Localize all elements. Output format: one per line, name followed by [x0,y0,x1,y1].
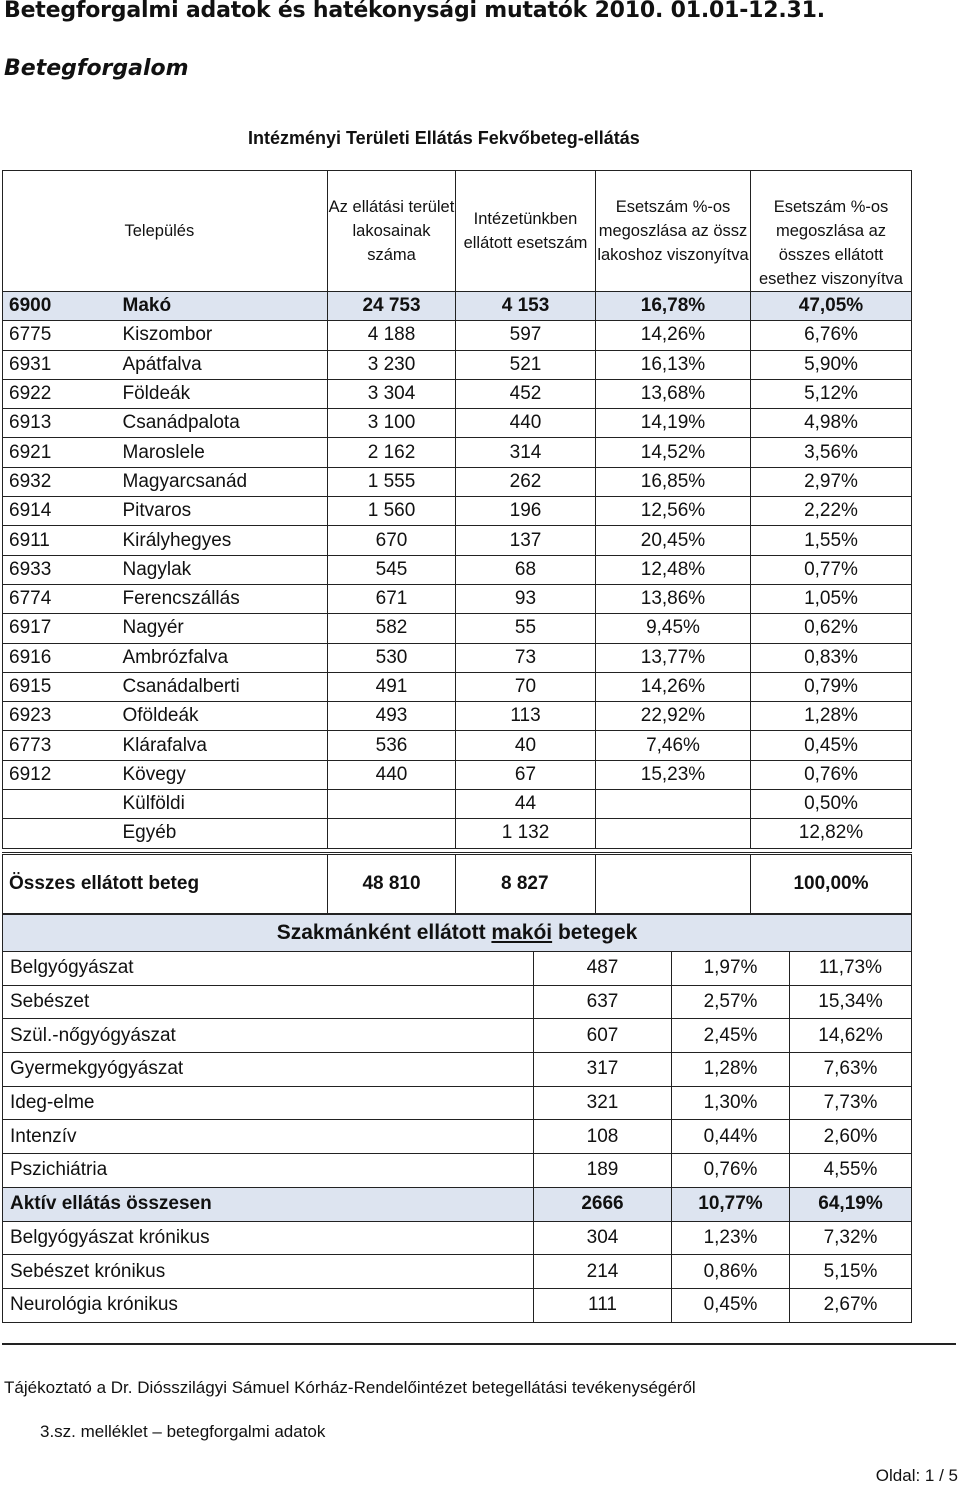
settlement-name: Ferencszállás [115,584,328,613]
case-count: 93 [456,584,596,613]
specialty-pct-1: 0,86% [672,1255,790,1289]
pct-population: 16,78% [596,292,751,321]
settlement-code: 6774 [3,584,115,613]
settlement-code: 6900 [3,292,115,321]
population: 671 [328,584,456,613]
case-count: 440 [456,409,596,438]
pct-population: 15,23% [596,760,751,789]
pct-population: 13,68% [596,379,751,408]
population: 3 304 [328,379,456,408]
settlement-name: Pitvaros [115,497,328,526]
pct-all: 5,90% [751,350,912,379]
settlement-name: Egyéb [115,819,328,848]
total-pop: 48 810 [328,854,456,914]
specialty-pct-2: 5,15% [790,1255,912,1289]
case-count: 196 [456,497,596,526]
table-row [3,1154,912,1188]
pct-all: 2,97% [751,467,912,496]
settlement-code: 6912 [3,760,115,789]
case-count: 67 [456,760,596,789]
table-row [3,702,912,731]
settlement-name: Csanádalberti [115,672,328,701]
pct-all: 12,82% [751,819,912,848]
footer-divider [2,1343,956,1345]
pct-population: 16,85% [596,467,751,496]
table-row [3,292,912,321]
table-row [3,952,912,986]
table-row [3,555,912,584]
specialty-count: 487 [534,952,672,986]
settlement-name: Csanádpalota [115,409,328,438]
case-count: 40 [456,731,596,760]
pct-all: 0,76% [751,760,912,789]
pct-all: 0,50% [751,790,912,819]
settlement-table [2,170,912,849]
specialty-pct-1: 0,45% [672,1288,790,1322]
specialty-pct-1: 1,97% [672,952,790,986]
case-count: 521 [456,350,596,379]
settlement-name: Kiszombor [115,321,328,350]
specialty-pct-2: 7,73% [790,1086,912,1120]
pct-population: 16,13% [596,350,751,379]
pct-all: 6,76% [751,321,912,350]
settlement-name: Klárafalva [115,731,328,760]
case-count: 70 [456,672,596,701]
settlement-name: Ambrózfalva [115,643,328,672]
specialty-count: 317 [534,1053,672,1087]
specialty-pct-1: 10,77% [672,1187,790,1221]
population: 24 753 [328,292,456,321]
table-row [3,467,912,496]
population: 536 [328,731,456,760]
case-count: 55 [456,614,596,643]
population: 1 560 [328,497,456,526]
case-count: 4 153 [456,292,596,321]
footer-description: Tájékoztató a Dr. Diósszilágyi Sámuel Kórház-Rendelőintézet betegellátási tevékenységéről [4,1378,696,1397]
table-row [3,614,912,643]
specialty-pct-2: 2,60% [790,1120,912,1154]
pct-population: 22,92% [596,702,751,731]
settlement-name: Nagyér [115,614,328,643]
section-title: Betegforgalom [4,56,189,81]
table-row [3,1019,912,1053]
settlement-code: 6931 [3,350,115,379]
specialty-count: 637 [534,985,672,1019]
specialty-pct-1: 1,30% [672,1086,790,1120]
page-number: Oldal: 1 / 5 [875,1466,958,1485]
specialty-pct-1: 0,76% [672,1154,790,1188]
total-pct: 100,00% [751,854,912,914]
pct-all: 1,05% [751,584,912,613]
pct-population: 13,86% [596,584,751,613]
case-count: 314 [456,438,596,467]
heading-part: Szakmánként ellátott [276,921,492,944]
specialty-pct-1: 0,44% [672,1120,790,1154]
specialty-pct-2: 4,55% [790,1154,912,1188]
settlement-code: 6911 [3,526,115,555]
table-row [3,985,912,1019]
specialty-table [2,914,912,1323]
settlement-code: 6913 [3,409,115,438]
population: 491 [328,672,456,701]
specialty-pct-2: 11,73% [790,952,912,986]
total-cases: 8 827 [456,854,596,914]
settlement-code: 6922 [3,379,115,408]
case-count: 262 [456,467,596,496]
pct-population: 12,56% [596,497,751,526]
specialty-name: Belgyógyászat krónikus [3,1221,534,1255]
settlement-name: Királyhegyes [115,526,328,555]
pct-all: 1,28% [751,702,912,731]
specialty-count: 214 [534,1255,672,1289]
population: 3 100 [328,409,456,438]
specialty-count: 108 [534,1120,672,1154]
specialty-pct-2: 15,34% [790,985,912,1019]
specialty-name: Belgyógyászat [3,952,534,986]
population: 3 230 [328,350,456,379]
specialty-heading [3,915,912,952]
population: 670 [328,526,456,555]
pct-population [596,790,751,819]
settlement-name: Nagylak [115,555,328,584]
settlement-name: Földeák [115,379,328,408]
settlement-code: 6923 [3,702,115,731]
settlement-code: 6933 [3,555,115,584]
settlement-name: Apátfalva [115,350,328,379]
settlement-code: 6917 [3,614,115,643]
population: 440 [328,760,456,789]
pct-population [596,819,751,848]
table-row [3,731,912,760]
header-lakosok: Az ellátási terület lakosainak száma [328,171,456,292]
population: 545 [328,555,456,584]
settlement-code [3,819,115,848]
specialty-count: 321 [534,1086,672,1120]
table-row [3,526,912,555]
case-count: 44 [456,790,596,819]
table-row [3,350,912,379]
specialty-heading-row [3,915,912,952]
pct-all: 0,77% [751,555,912,584]
pct-all: 47,05% [751,292,912,321]
table-row [3,1053,912,1087]
case-count: 137 [456,526,596,555]
pct-all: 0,79% [751,672,912,701]
case-count: 113 [456,702,596,731]
specialty-pct-2: 64,19% [790,1187,912,1221]
pct-all: 5,12% [751,379,912,408]
table-row [3,1255,912,1289]
population: 582 [328,614,456,643]
specialty-name: Gyermekgyógyászat [3,1053,534,1087]
pct-all: 0,83% [751,643,912,672]
pct-population: 12,48% [596,555,751,584]
specialty-name: Szül.-nőgyógyászat [3,1019,534,1053]
pct-all: 1,55% [751,526,912,555]
table-row [3,819,912,848]
total-table [2,852,912,914]
table-row [3,672,912,701]
settlement-name: Külföldi [115,790,328,819]
pct-population: 7,46% [596,731,751,760]
settlement-code: 6916 [3,643,115,672]
settlement-code: 6932 [3,467,115,496]
case-count: 452 [456,379,596,408]
header-pct-osszes: Esetszám %-os megoszlása az összes ellátott esethez viszonyítva [751,171,912,292]
population [328,819,456,848]
table-row [3,1187,912,1221]
case-count: 68 [456,555,596,584]
heading-underlined: makói [491,921,553,944]
population: 4 188 [328,321,456,350]
table-row [3,438,912,467]
settlement-name: Oföldeák [115,702,328,731]
specialty-pct-2: 7,63% [790,1053,912,1087]
specialty-name: Neurológia krónikus [3,1288,534,1322]
table-row [3,1288,912,1322]
table-header-row [3,171,912,292]
specialty-pct-2: 7,32% [790,1221,912,1255]
case-count: 597 [456,321,596,350]
document-title: Betegforgalmi adatok és hatékonysági mutatók 2010. 01.01-12.31. [4,0,825,23]
specialty-pct-2: 2,67% [790,1288,912,1322]
pct-all: 3,56% [751,438,912,467]
settlement-code: 6915 [3,672,115,701]
pct-population: 14,26% [596,672,751,701]
specialty-count: 111 [534,1288,672,1322]
population [328,790,456,819]
specialty-pct-1: 2,45% [672,1019,790,1053]
pct-all: 4,98% [751,409,912,438]
header-pct-lakos: Esetszám %-os megoszlása az össz lakoshoz viszonyítva [596,171,751,292]
pct-all: 0,45% [751,731,912,760]
pct-all: 2,22% [751,497,912,526]
case-count: 73 [456,643,596,672]
total-label: Összes ellátott beteg [3,854,328,914]
pct-all: 0,62% [751,614,912,643]
settlement-code: 6773 [3,731,115,760]
case-count: 1 132 [456,819,596,848]
pct-population: 13,77% [596,643,751,672]
table-row [3,760,912,789]
settlement-name: Kövegy [115,760,328,789]
specialty-name: Sebészet [3,985,534,1019]
heading-part: betegek [552,921,638,944]
table-row [3,379,912,408]
table1-heading: Intézményi Területi Ellátás Fekvőbeteg-ellátás [248,128,640,148]
settlement-code: 6914 [3,497,115,526]
specialty-count: 189 [534,1154,672,1188]
pct-population: 14,52% [596,438,751,467]
header-esetszam: Intézetünkben ellátott esetszám [456,171,596,292]
specialty-count: 304 [534,1221,672,1255]
specialty-pct-2: 14,62% [790,1019,912,1053]
population: 2 162 [328,438,456,467]
pct-population: 20,45% [596,526,751,555]
table-row [3,584,912,613]
pct-population: 9,45% [596,614,751,643]
population: 530 [328,643,456,672]
specialty-pct-1: 2,57% [672,985,790,1019]
settlement-name: Makó [115,292,328,321]
specialty-pct-1: 1,28% [672,1053,790,1087]
settlement-name: Magyarcsanád [115,467,328,496]
specialty-name: Ideg-elme [3,1086,534,1120]
specialty-pct-1: 1,23% [672,1221,790,1255]
specialty-count: 2666 [534,1187,672,1221]
specialty-count: 607 [534,1019,672,1053]
table-row [3,409,912,438]
population: 493 [328,702,456,731]
footer-appendix: 3.sz. melléklet – betegforgalmi adatok [40,1422,326,1441]
pct-population: 14,19% [596,409,751,438]
settlement-code [3,790,115,819]
header-telepules: Település [115,171,328,292]
specialty-name: Pszichiátria [3,1154,534,1188]
total-row [3,854,912,914]
table-row [3,321,912,350]
settlement-name: Maroslele [115,438,328,467]
table-row [3,1221,912,1255]
table-row [3,1086,912,1120]
settlement-code: 6921 [3,438,115,467]
table-row [3,497,912,526]
specialty-name: Intenzív [3,1120,534,1154]
table-row [3,1120,912,1154]
table-row [3,790,912,819]
specialty-name: Aktív ellátás összesen [3,1187,534,1221]
pct-population: 14,26% [596,321,751,350]
specialty-name: Sebészet krónikus [3,1255,534,1289]
population: 1 555 [328,467,456,496]
settlement-code: 6775 [3,321,115,350]
table-row [3,643,912,672]
